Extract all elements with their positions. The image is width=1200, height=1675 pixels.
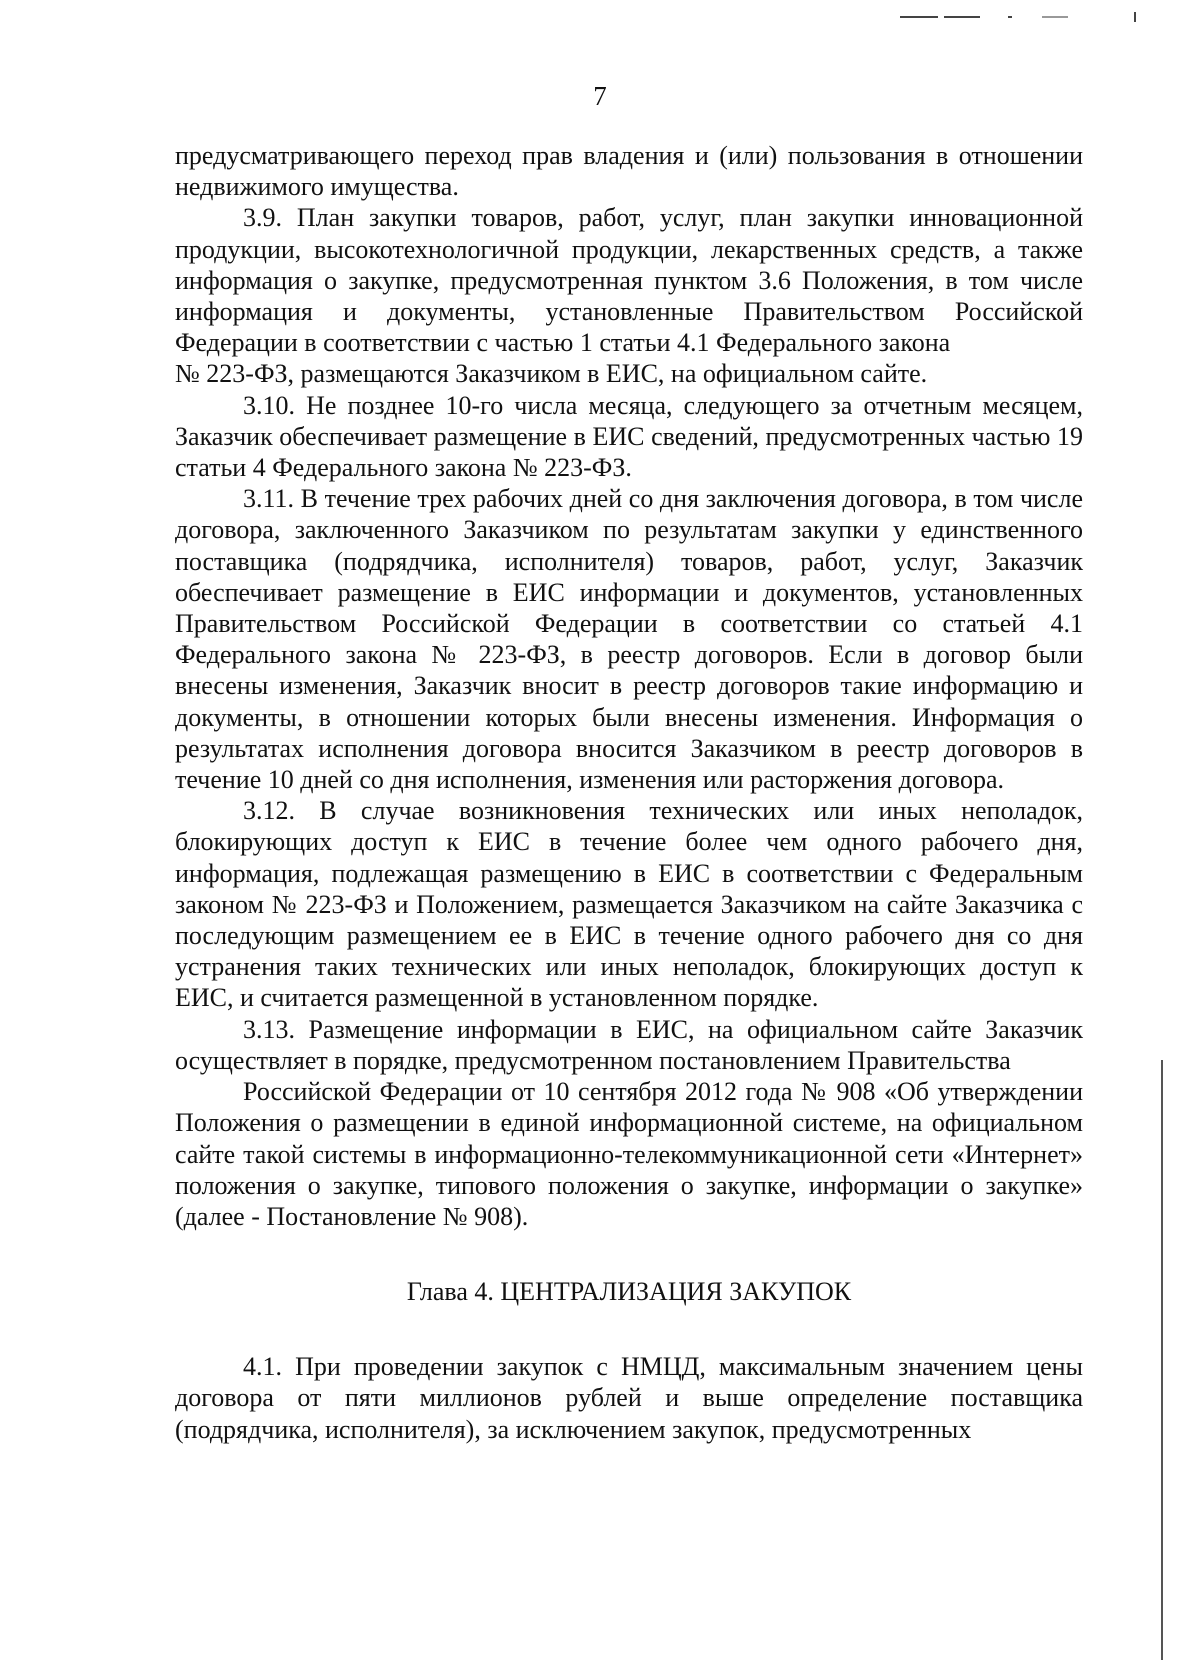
chapter-heading: Глава 4. ЦЕНТРАЛИЗАЦИЯ ЗАКУПОК — [406, 1277, 852, 1307]
paragraph-3-9-continued: № 223-ФЗ, размещаются Заказчиком в ЕИС, на официальном сайте. — [175, 359, 928, 389]
scan-artifact — [900, 16, 938, 18]
scan-artifact — [1161, 1060, 1163, 1660]
paragraph-3-11: 3.11. В течение трех рабочих дней со дня заключения договора, в том числе договора, заключенного Заказчиком по результатам закупки у единственного поставщика (подрядчика, исполнителя) товаров, работ, услуг, Заказчик обеспечивает размещение в ЕИС информации и документов, установленных Правительством Российской Федерации в соответствии со статьей 4.1 Федерального закона № 223-ФЗ, в реестр договоров. Если в договор были внесены изменения, Заказчик вносит в реестр договоров такие информацию и документы, в отношении которых были внесены изменения. Информация о результатах исполнения договора вносится Заказчиком в реестр договоров в течение 10 дней со дня исполнения, изменения или расторжения договора. — [175, 484, 1083, 795]
paragraph-3-13-continued: Российской Федерации от 10 сентября 2012 года № 908 «Об утверждении Положения о размещении в единой информационной системе, на официальном сайте такой системы в информационно-телекоммуникационной сети «Интернет» положения о закупке, типового положения о закупке, информации о закупке» (далее - Постановление № 908). — [175, 1077, 1083, 1231]
scan-artifact — [944, 16, 980, 18]
scan-artifact — [1134, 12, 1136, 22]
document-body — [175, 140, 1083, 1445]
paragraph-3-12: 3.12. В случае возникновения технических или иных неполадок, блокирующих доступ к ЕИС в течение более чем одного рабочего дня, информация, подлежащая размещению в ЕИС в соответствии с Федеральным законом № 223-ФЗ и Положением, размещается Заказчиком на сайте Заказчика с последующим размещением ее в ЕИС в течение одного рабочего дня со дня устранения таких технических или иных неполадок, блокирующих доступ к ЕИС, и считается размещенной в установленном порядке. — [175, 796, 1083, 1013]
paragraph: предусматривающего переход прав владения и (или) пользования в отношении недвижимого имущества. — [175, 141, 1083, 202]
scan-artifact — [1008, 16, 1012, 18]
paragraph-3-13: 3.13. Размещение информации в ЕИС, на официальном сайте Заказчик осуществляет в порядке, предусмотренном постановлением Правительства — [175, 1014, 1083, 1075]
paragraph-4-1: 4.1. При проведении закупок с НМЦД, максимальным значением цены договора от пяти миллионов рублей и выше определение поставщика (подрядчика, исполнителя), за исключением закупок, предусмотренных — [175, 1352, 1083, 1444]
page-number: 7 — [593, 81, 607, 111]
paragraph-3-10: 3.10. Не позднее 10-го числа месяца, следующего за отчетным месяцем, Заказчик обеспечивает размещение в ЕИС сведений, предусмотренных частью 19 статьи 4 Федерального закона № 223-ФЗ. — [175, 390, 1083, 483]
scan-artifact — [1042, 16, 1068, 18]
paragraph-3-9: 3.9. План закупки товаров, работ, услуг, план закупки инновационной продукции, высокотехнологичной продукции, лекарственных средств, а также информация о закупке, предусмотренная пунктом 3.6 Положения, в том числе информация и документы, установленные Правительством Российской Федерации в соответствии с частью 1 статьи 4.1 Федерального закона — [175, 203, 1083, 358]
